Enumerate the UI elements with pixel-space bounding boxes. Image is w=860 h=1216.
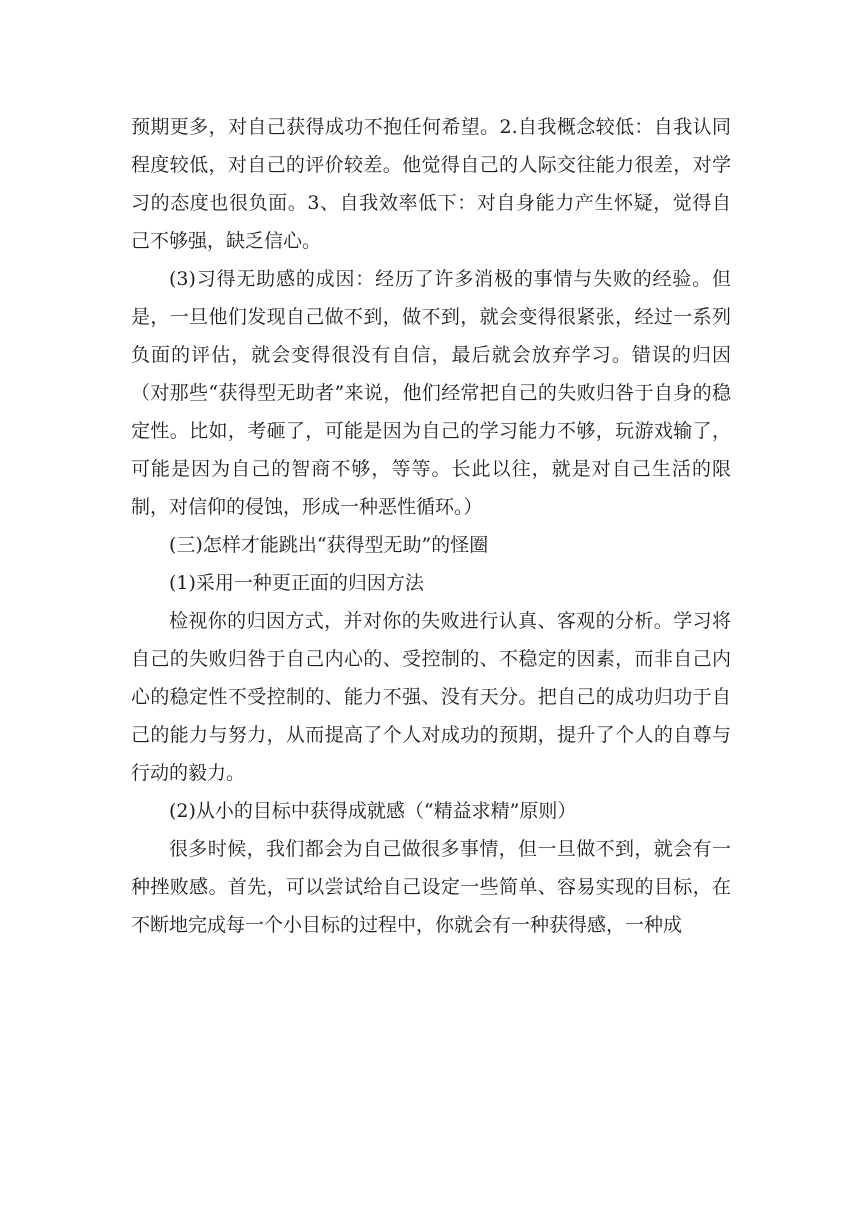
paragraph-causes: (3)习得无助感的成因：经历了许多消极的事情与失败的经验。但是，一旦他们发现自己做不到，做不到，就会变得很紧张，经过一系列负面的评估，就会变得很没有自信，最后就会放弃学习。错误的归因（对那些“获得型无助者”来说，他们经常把自己的失败归咎于自身的稳定性。比如，考砸了，可能是因为自己的学习能力不够，玩游戏输了，可能是因为自己的智商不够，等等。长此以往，就是对自己生活的限制，对信仰的侵蚀，形成一种恶性循环。） bbox=[131, 268, 731, 518]
section-heading-escape: (三)怎样才能跳出“获得型无助”的怪圈 bbox=[169, 534, 489, 556]
subheading-positive-attribution: (1)采用一种更正面的归因方法 bbox=[169, 572, 424, 594]
paragraph-continuation: 预期更多，对自己获得成功不抱任何希望。2.自我概念较低：自我认同程度较低，对自己的评价较差。他觉得自己的人际交往能力很差，对学习的态度也很负面。3、自我效率低下：对自身能力产生怀疑，觉得自己不够强，缺乏信心。 bbox=[131, 116, 731, 252]
document-body bbox=[131, 108, 731, 944]
paragraph-attribution: 检视你的归因方式，并对你的失败进行认真、客观的分析。学习将自己的失败归咎于自己内心的、受控制的、不稳定的因素，而非自己内心的稳定性不受控制的、能力不强、没有天分。把自己的成功归功于自己的能力与努力，从而提高了个人对成功的预期，提升了个人的自尊与行动的毅力。 bbox=[131, 610, 731, 784]
paragraph-small-goals: 很多时候，我们都会为自己做很多事情，但一旦做不到，就会有一种挫败感。首先，可以尝试给自己设定一些简单、容易实现的目标，在不断地完成每一个小目标的过程中，你就会有一种获得感，一种成 bbox=[131, 838, 731, 936]
subheading-small-goals: (2)从小的目标中获得成就感（“精益求精”原则） bbox=[169, 800, 577, 822]
